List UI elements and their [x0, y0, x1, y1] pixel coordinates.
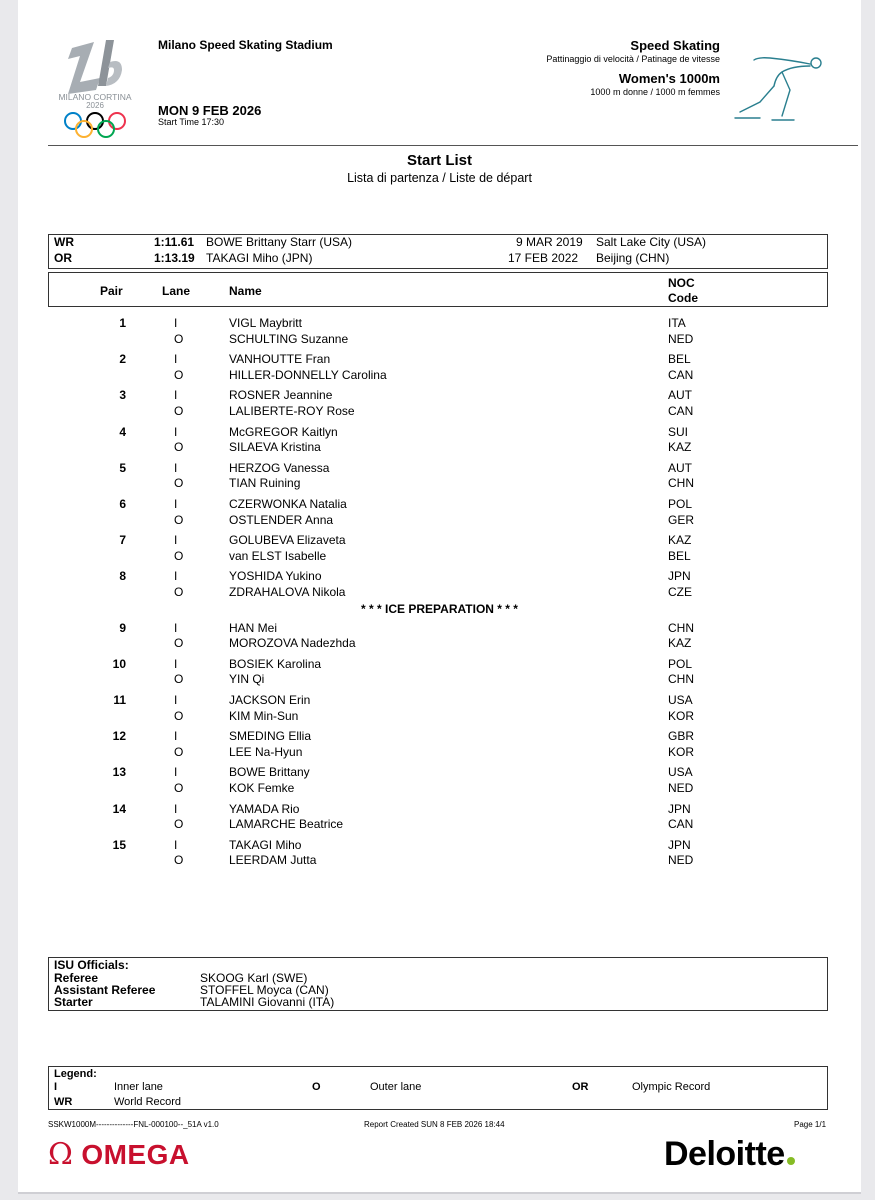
noc-code: KAZ — [668, 440, 692, 455]
noc-code: JPN — [668, 569, 691, 584]
ice-preparation-note: * * * ICE PREPARATION * * * — [361, 602, 518, 616]
skater-name: van ELST Isabelle — [229, 548, 327, 563]
page-number: Page 1/1 — [794, 1120, 827, 1129]
pair-number: 12 — [112, 729, 126, 744]
lane-code: I — [174, 620, 178, 635]
noc-code: KAZ — [668, 533, 692, 548]
sport-name: Speed Skating — [630, 38, 720, 53]
milano-cortina-emblem — [50, 34, 140, 139]
record-code: WR — [54, 235, 74, 249]
noc-code: POL — [668, 656, 693, 671]
noc-code: POL — [668, 497, 693, 511]
skater-name: HAN Mei — [229, 620, 278, 635]
noc-code: GBR — [668, 729, 695, 744]
pair-number: 7 — [119, 533, 126, 548]
record-holder: BOWE Brittany Starr (USA) — [206, 235, 353, 249]
table-row — [18, 497, 861, 513]
lane-code: O — [174, 585, 184, 599]
record-code: OR — [54, 251, 72, 265]
lane-code: O — [174, 853, 184, 868]
table-row — [18, 817, 861, 833]
lane-code: O — [174, 744, 184, 759]
noc-code: USA — [668, 765, 693, 780]
skater-name: OSTLENDER Anna — [229, 512, 334, 527]
lane-code: I — [174, 533, 178, 548]
lane-code: I — [174, 656, 178, 671]
lane-code: O — [174, 331, 184, 346]
lane-code: O — [174, 476, 184, 491]
column-header-name: Name — [229, 284, 262, 298]
column-header-noc: NOC — [668, 276, 695, 290]
noc-code: KAZ — [668, 636, 692, 651]
skater-name: GOLUBEVA Elizaveta — [229, 533, 346, 548]
noc-code: JPN — [668, 801, 691, 816]
officials-box — [48, 957, 828, 1011]
table-row — [18, 838, 861, 854]
skater-name: VANHOUTTE Fran — [229, 352, 331, 367]
official-name: SKOOG Karl (SWE) — [200, 971, 308, 985]
emblem-year: 2026 — [86, 101, 104, 110]
table-row — [18, 461, 861, 477]
table-row — [18, 709, 861, 725]
skater-name: LEE Na-Hyun — [229, 744, 303, 759]
noc-code: CHN — [668, 476, 694, 491]
noc-code: CAN — [668, 404, 694, 418]
noc-code: GER — [668, 512, 695, 527]
pair-number: 5 — [119, 460, 126, 475]
table-row — [18, 332, 861, 348]
table-row — [18, 388, 861, 404]
table-row — [18, 802, 861, 818]
olympic-rings-icon — [63, 112, 127, 138]
column-header-code: Code — [668, 291, 698, 305]
lane-code: I — [174, 352, 178, 367]
noc-code: BEL — [668, 352, 691, 367]
pair-number: 3 — [119, 388, 126, 403]
deloitte-dot-icon — [787, 1157, 795, 1165]
table-row — [18, 781, 861, 797]
lane-code: I — [174, 729, 178, 744]
lane-code: I — [174, 460, 178, 475]
lane-code: I — [174, 569, 178, 584]
record-time: 1:13.19 — [154, 251, 195, 265]
start-list-page — [18, 0, 861, 1194]
lane-code: I — [174, 424, 178, 439]
pair-number: 1 — [119, 316, 126, 330]
lane-code: O — [174, 672, 184, 687]
table-row — [18, 425, 861, 441]
legend-code: WR — [54, 1096, 73, 1108]
legend-heading: Legend: — [54, 1068, 97, 1080]
official-role: Referee — [54, 971, 99, 985]
report-created: Report Created SUN 8 FEB 2026 18:44 — [364, 1120, 505, 1129]
lane-code: O — [174, 367, 184, 382]
skater-name: LALIBERTE-ROY Rose — [229, 404, 355, 418]
table-row — [18, 672, 861, 688]
skater-name: LAMARCHE Beatrice — [229, 817, 344, 832]
pair-number: 14 — [112, 801, 126, 816]
legend-text: Outer lane — [370, 1081, 422, 1093]
noc-code: ITA — [668, 316, 686, 330]
lane-code: O — [174, 817, 184, 832]
event-name: Women's 1000m — [618, 71, 720, 86]
table-row — [18, 853, 861, 869]
record-place: Salt Lake City (USA) — [596, 235, 707, 249]
skater-name: TAKAGI Miho — [229, 837, 302, 852]
skater-name: KOK Femke — [229, 781, 295, 795]
skater-name: BOSIEK Karolina — [229, 656, 322, 671]
table-row — [18, 585, 861, 601]
table-row — [18, 404, 861, 420]
table-row — [18, 636, 861, 652]
noc-code: AUT — [668, 460, 692, 475]
page-subtitle: Lista di partenza / Liste de départ — [347, 171, 532, 185]
record-holder: TAKAGI Miho (JPN) — [206, 251, 313, 265]
table-row — [18, 657, 861, 673]
pair-number: 13 — [112, 765, 126, 780]
noc-code: NED — [668, 853, 694, 868]
noc-code: NED — [668, 331, 694, 346]
legend-text: Olympic Record — [632, 1081, 711, 1093]
table-row — [18, 440, 861, 456]
lane-code: O — [174, 512, 184, 527]
page-title: Start List — [406, 152, 472, 169]
record-date: 17 FEB 2022 — [508, 251, 579, 265]
skater-name: JACKSON Erin — [229, 693, 311, 707]
table-row — [18, 476, 861, 492]
record-row — [18, 251, 861, 267]
skater-name: ZDRAHALOVA Nikola — [229, 585, 346, 599]
noc-code: NED — [668, 781, 694, 795]
skater-name: LEERDAM Jutta — [229, 853, 317, 868]
column-header-pair: Pair — [100, 284, 123, 298]
skater-name: YOSHIDA Yukino — [229, 569, 322, 584]
pair-number: 8 — [119, 569, 126, 584]
official-role: Assistant Referee — [54, 983, 156, 997]
deloitte-logo — [664, 1134, 795, 1174]
record-time: 1:11.61 — [154, 235, 195, 249]
pair-number: 9 — [119, 620, 126, 635]
pair-number: 10 — [112, 656, 126, 671]
legend-text: World Record — [114, 1096, 182, 1108]
event-date: MON 9 FEB 2026 — [158, 103, 262, 118]
lane-code: I — [174, 693, 178, 707]
noc-code: KOR — [668, 708, 695, 723]
skater-name: TIAN Ruining — [229, 476, 301, 491]
lane-code: O — [174, 708, 184, 723]
skater-name: ROSNER Jeannine — [229, 388, 333, 403]
record-date: 9 MAR 2019 — [516, 235, 583, 249]
noc-code: SUI — [668, 424, 689, 439]
speed-skater-pictogram-icon — [730, 50, 830, 125]
table-row — [18, 569, 861, 585]
table-row — [18, 549, 861, 565]
pair-number: 4 — [119, 424, 126, 439]
lane-code: I — [174, 497, 178, 511]
skater-name: SCHULTING Suzanne — [229, 331, 349, 346]
legend-code: I — [54, 1081, 58, 1093]
skater-name: SMEDING Ellia — [229, 729, 312, 744]
official-name: TALAMINI Giovanni (ITA) — [200, 995, 335, 1009]
table-row — [18, 745, 861, 761]
deloitte-wordmark: Deloitte — [664, 1135, 785, 1173]
table-row — [18, 368, 861, 384]
lane-code: I — [174, 765, 178, 780]
legend-code: OR — [572, 1081, 589, 1093]
lane-code: I — [174, 316, 178, 330]
noc-code: KOR — [668, 744, 695, 759]
table-row — [18, 693, 861, 709]
legend-code: O — [312, 1081, 321, 1093]
table-row — [18, 729, 861, 745]
lane-code: I — [174, 388, 178, 403]
skater-name: MOROZOVA Nadezhda — [229, 636, 356, 651]
emblem-text: MILANO CORTINA — [58, 92, 132, 102]
legend-text: Inner lane — [114, 1081, 163, 1093]
noc-code: CAN — [668, 367, 694, 382]
noc-code: CZE — [668, 585, 692, 599]
noc-code: USA — [668, 693, 693, 707]
sport-translations: Pattinaggio di velocità / Patinage de vitesse — [546, 54, 720, 64]
noc-code: CHN — [668, 620, 694, 635]
skater-name: BOWE Brittany — [229, 765, 310, 780]
lane-code: O — [174, 440, 184, 455]
lane-code: I — [174, 801, 178, 816]
venue-name: Milano Speed Skating Stadium — [158, 38, 333, 52]
officials-heading: ISU Officials: — [54, 958, 129, 972]
table-row — [18, 621, 861, 637]
pair-number: 11 — [113, 693, 126, 707]
official-name: STOFFEL Moyca (CAN) — [200, 983, 329, 997]
omega-symbol-icon: Ω — [48, 1137, 73, 1172]
skater-name: KIM Min-Sun — [229, 708, 299, 723]
skater-name: McGREGOR Kaitlyn — [229, 424, 338, 439]
skater-name: YAMADA Rio — [229, 801, 300, 816]
lane-code: O — [174, 404, 184, 418]
table-row — [18, 352, 861, 368]
noc-code: JPN — [668, 837, 691, 852]
event-translations: 1000 m donne / 1000 m femmes — [590, 87, 720, 97]
skater-name: YIN Qi — [229, 672, 265, 687]
table-row — [18, 316, 861, 332]
lane-code: I — [174, 837, 178, 852]
column-header-lane: Lane — [162, 284, 191, 298]
lane-code: O — [174, 548, 184, 563]
table-row — [18, 513, 861, 529]
header-divider — [48, 145, 858, 146]
document-code: SSKW1000M--------------FNL-000100--_51A v1.0 — [48, 1120, 219, 1129]
official-role: Starter — [54, 995, 93, 1009]
start-time: Start Time 17:30 — [158, 117, 225, 127]
skater-name: VIGL Maybritt — [229, 316, 302, 330]
pair-number: 15 — [112, 837, 126, 852]
lane-code: O — [174, 636, 184, 651]
omega-wordmark: OMEGA — [81, 1139, 190, 1170]
noc-code: BEL — [668, 548, 691, 563]
table-row — [18, 765, 861, 781]
noc-code: CHN — [668, 672, 694, 687]
skater-name: HERZOG Vanessa — [229, 460, 330, 475]
record-row — [18, 235, 861, 251]
noc-code: AUT — [668, 388, 692, 403]
skater-name: SILAEVA Kristina — [229, 440, 321, 455]
omega-logo — [48, 1138, 190, 1172]
skater-name: HILLER-DONNELLY Carolina — [229, 367, 387, 382]
pair-number: 2 — [119, 352, 126, 367]
lane-code: O — [174, 781, 184, 795]
table-row — [18, 533, 861, 549]
pair-number: 6 — [119, 497, 126, 511]
skater-name: CZERWONKA Natalia — [229, 497, 347, 511]
record-place: Beijing (CHN) — [596, 251, 670, 265]
noc-code: CAN — [668, 817, 694, 832]
